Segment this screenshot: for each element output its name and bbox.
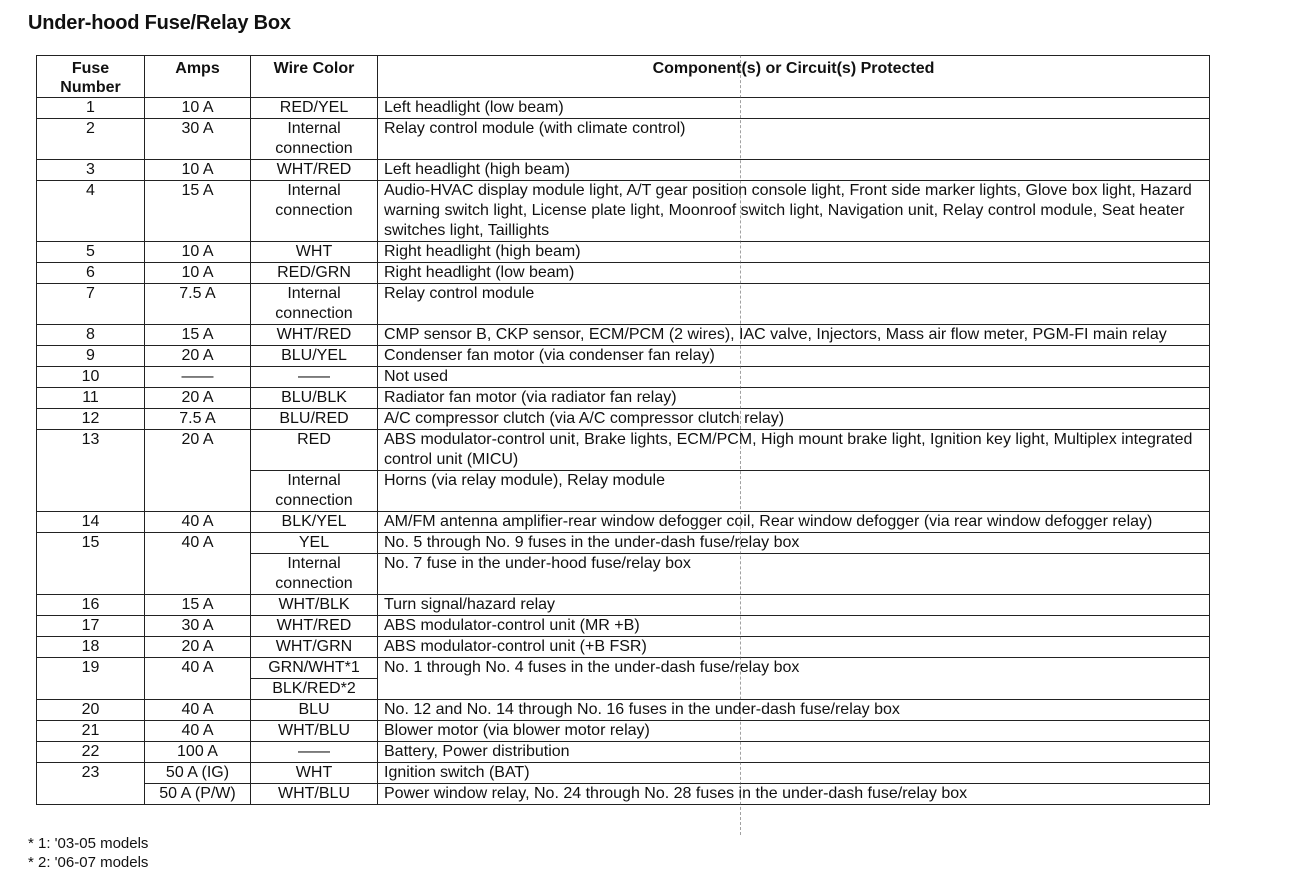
fuse-number: 18: [37, 637, 145, 658]
wire-color: RED/YEL: [251, 98, 378, 119]
wire-color: YEL: [251, 533, 378, 554]
amps: 50 A (IG): [145, 763, 251, 784]
table-row: [37, 658, 1210, 679]
amps: 7.5 A: [145, 409, 251, 430]
table-row: [37, 700, 1210, 721]
component-description: No. 1 through No. 4 fuses in the under-dash fuse/relay box: [378, 658, 1210, 700]
footnote-1: * 1: '03-05 models: [28, 835, 149, 852]
wire-color: Internal connection: [251, 554, 378, 595]
wire-color: BLU: [251, 700, 378, 721]
table-row: [37, 119, 1210, 160]
fuse-number: 6: [37, 263, 145, 284]
component-description: Power window relay, No. 24 through No. 28 fuses in the under-dash fuse/relay box: [378, 784, 1210, 805]
component-description: ABS modulator-control unit, Brake lights, ECM/PCM, High mount brake light, Ignition key light, Multiplex integrated control unit (MICU): [378, 430, 1210, 471]
wire-color: Internal connection: [251, 181, 378, 242]
wire-color: BLU/BLK: [251, 388, 378, 409]
wire-color: WHT/RED: [251, 160, 378, 181]
table-row: [37, 346, 1210, 367]
wire-color: ——: [251, 742, 378, 763]
amps: 40 A: [145, 533, 251, 595]
component-description: Relay control module (with climate control): [378, 119, 1210, 160]
fuse-number: 11: [37, 388, 145, 409]
fuse-number: 15: [37, 533, 145, 595]
fuse-table: [36, 55, 1210, 805]
table-row: [37, 263, 1210, 284]
fuse-number: 14: [37, 512, 145, 533]
header-wire-color: Wire Color: [251, 56, 378, 98]
fuse-number: 22: [37, 742, 145, 763]
scan-fold-line: [740, 55, 741, 835]
component-description: AM/FM antenna amplifier-rear window defogger coil, Rear window defogger (via rear window defogger relay): [378, 512, 1210, 533]
amps: 20 A: [145, 430, 251, 512]
wire-color: Internal connection: [251, 284, 378, 325]
wire-color: Internal connection: [251, 119, 378, 160]
wire-color: BLU/YEL: [251, 346, 378, 367]
wire-color: BLK/YEL: [251, 512, 378, 533]
amps: 7.5 A: [145, 284, 251, 325]
wire-color: RED: [251, 430, 378, 471]
component-description: Relay control module: [378, 284, 1210, 325]
amps: 50 A (P/W): [145, 784, 251, 805]
table-row: [37, 763, 1210, 784]
amps: 10 A: [145, 263, 251, 284]
component-description: Turn signal/hazard relay: [378, 595, 1210, 616]
fuse-number: 4: [37, 181, 145, 242]
wire-color: WHT/BLU: [251, 784, 378, 805]
table-row: [37, 409, 1210, 430]
fuse-number: 7: [37, 284, 145, 325]
amps: 30 A: [145, 616, 251, 637]
wire-color: WHT/RED: [251, 325, 378, 346]
component-description: Right headlight (low beam): [378, 263, 1210, 284]
fuse-number: 8: [37, 325, 145, 346]
wire-color: WHT/GRN: [251, 637, 378, 658]
header-components: Component(s) or Circuit(s) Protected: [378, 56, 1210, 98]
amps: 20 A: [145, 637, 251, 658]
component-description: No. 12 and No. 14 through No. 16 fuses in the under-dash fuse/relay box: [378, 700, 1210, 721]
amps: 40 A: [145, 658, 251, 700]
amps: 10 A: [145, 160, 251, 181]
table-row: [37, 616, 1210, 637]
component-description: No. 7 fuse in the under-hood fuse/relay box: [378, 554, 1210, 595]
amps: 10 A: [145, 98, 251, 119]
amps: 40 A: [145, 512, 251, 533]
table-header-row: [37, 56, 1210, 98]
wire-color: Internal connection: [251, 471, 378, 512]
table-row: [37, 98, 1210, 119]
wire-color: GRN/WHT*1: [251, 658, 378, 679]
table-row: [37, 181, 1210, 242]
table-row: [37, 284, 1210, 325]
fuse-number: 12: [37, 409, 145, 430]
header-fuse-number: Fuse Number: [37, 56, 145, 98]
component-description: Horns (via relay module), Relay module: [378, 471, 1210, 512]
wire-color: WHT/RED: [251, 616, 378, 637]
fuse-number: 23: [37, 763, 145, 805]
component-description: ABS modulator-control unit (MR +B): [378, 616, 1210, 637]
amps: 10 A: [145, 242, 251, 263]
component-description: ABS modulator-control unit (+B FSR): [378, 637, 1210, 658]
component-description: Left headlight (low beam): [378, 98, 1210, 119]
amps: 15 A: [145, 595, 251, 616]
fuse-number: 5: [37, 242, 145, 263]
wire-color: RED/GRN: [251, 263, 378, 284]
table-row: [37, 325, 1210, 346]
fuse-table-body: [37, 98, 1210, 805]
component-description: Not used: [378, 367, 1210, 388]
table-row: [37, 242, 1210, 263]
component-description: Audio-HVAC display module light, A/T gear position console light, Front side marker lights, Glove box light, Hazard warning switch light, License plate light, Moonroof switch light, Navigation unit, Relay control module, Seat heater switches light, Taillights: [378, 181, 1210, 242]
table-row: [37, 367, 1210, 388]
table-row: [37, 388, 1210, 409]
wire-color: BLK/RED*2: [251, 679, 378, 700]
amps: 40 A: [145, 700, 251, 721]
fuse-number: 13: [37, 430, 145, 512]
wire-color: ——: [251, 367, 378, 388]
table-row: [37, 742, 1210, 763]
fuse-number: 19: [37, 658, 145, 700]
footnote-2: * 2: '06-07 models: [28, 854, 149, 871]
table-row: [37, 721, 1210, 742]
component-description: Right headlight (high beam): [378, 242, 1210, 263]
component-description: Radiator fan motor (via radiator fan relay): [378, 388, 1210, 409]
table-row: [37, 637, 1210, 658]
table-row: [37, 533, 1210, 554]
amps: 15 A: [145, 181, 251, 242]
component-description: CMP sensor B, CKP sensor, ECM/PCM (2 wires), IAC valve, Injectors, Mass air flow meter, PGM-FI main relay: [378, 325, 1210, 346]
amps: ——: [145, 367, 251, 388]
wire-color: BLU/RED: [251, 409, 378, 430]
amps: 15 A: [145, 325, 251, 346]
wire-color: WHT: [251, 763, 378, 784]
fuse-number: 21: [37, 721, 145, 742]
component-description: Ignition switch (BAT): [378, 763, 1210, 784]
fuse-number: 17: [37, 616, 145, 637]
amps: 40 A: [145, 721, 251, 742]
amps: 20 A: [145, 346, 251, 367]
fuse-number: 9: [37, 346, 145, 367]
component-description: A/C compressor clutch (via A/C compressor clutch relay): [378, 409, 1210, 430]
table-row: [37, 595, 1210, 616]
fuse-number: 16: [37, 595, 145, 616]
component-description: No. 5 through No. 9 fuses in the under-dash fuse/relay box: [378, 533, 1210, 554]
wire-color: WHT/BLU: [251, 721, 378, 742]
amps: 100 A: [145, 742, 251, 763]
amps: 30 A: [145, 119, 251, 160]
fuse-number: 10: [37, 367, 145, 388]
wire-color: WHT: [251, 242, 378, 263]
fuse-number: 20: [37, 700, 145, 721]
header-amps: Amps: [145, 56, 251, 98]
fuse-number: 1: [37, 98, 145, 119]
table-row: [37, 784, 1210, 805]
amps: 20 A: [145, 388, 251, 409]
fuse-number: 3: [37, 160, 145, 181]
component-description: Battery, Power distribution: [378, 742, 1210, 763]
wire-color: WHT/BLK: [251, 595, 378, 616]
component-description: Condenser fan motor (via condenser fan relay): [378, 346, 1210, 367]
component-description: Blower motor (via blower motor relay): [378, 721, 1210, 742]
component-description: Left headlight (high beam): [378, 160, 1210, 181]
fuse-number: 2: [37, 119, 145, 160]
table-row: [37, 160, 1210, 181]
table-row: [37, 430, 1210, 471]
page-title: Under-hood Fuse/Relay Box: [28, 12, 291, 34]
table-row: [37, 512, 1210, 533]
